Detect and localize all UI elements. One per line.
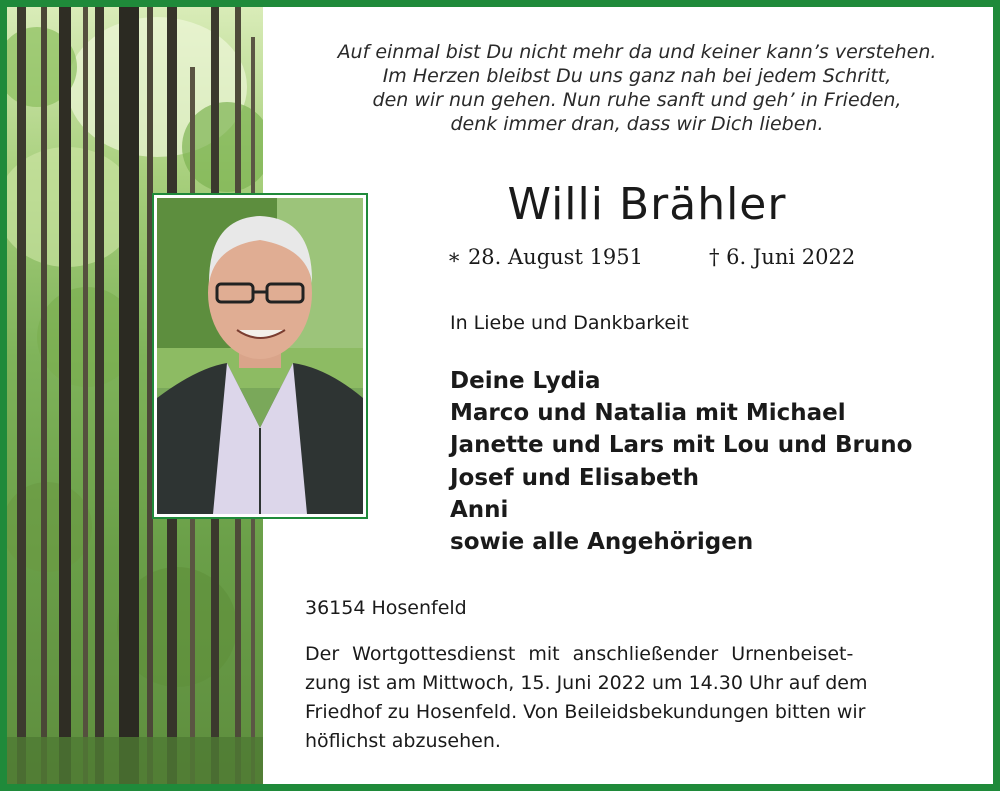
place: 36154 Hosenfeld: [305, 597, 467, 619]
mourner: Deine Lydia: [450, 368, 601, 394]
poem-line: denk immer dran, dass wir Dich lieben.: [450, 113, 824, 135]
poem-line: Auf einmal bist Du nicht mehr da und keiner kann’s verstehen.: [337, 41, 937, 63]
service-line: höflichst abzusehen.: [305, 730, 501, 752]
poem-line: den wir nun gehen. Nun ruhe sanft und geh’ in Frieden,: [372, 89, 902, 111]
birth-date: ∗ 28. August 1951: [447, 245, 644, 269]
portrait-frame: [152, 193, 368, 519]
mourners-list: [450, 365, 912, 558]
service-notice: [305, 640, 867, 756]
dedication: In Liebe und Dankbarkeit: [450, 312, 689, 334]
service-line: zung ist am Mittwoch, 15. Juni 2022 um 14.30 Uhr auf dem: [305, 672, 868, 694]
service-line: Friedhof zu Hosenfeld. Von Beileidsbekundungen bitten wir: [305, 701, 866, 723]
mourner: Josef und Elisabeth: [450, 464, 700, 491]
deceased-name: Willi Brähler: [507, 179, 787, 230]
portrait-photo: [157, 198, 363, 514]
mourner: Janette und Lars mit Lou und Bruno: [450, 432, 913, 459]
mourner: sowie alle Angehörigen: [450, 529, 754, 556]
death-date: † 6. Juni 2022: [709, 245, 856, 269]
service-line: Der Wortgottesdienst mit anschließender Urnenbeiset-: [305, 643, 854, 665]
mourner: Anni: [450, 496, 509, 523]
mourner: Marco und Natalia mit Michael: [450, 400, 846, 427]
poem-line: Im Herzen bleibst Du uns ganz nah bei jedem Schritt,: [382, 65, 892, 87]
poem: [307, 40, 967, 136]
